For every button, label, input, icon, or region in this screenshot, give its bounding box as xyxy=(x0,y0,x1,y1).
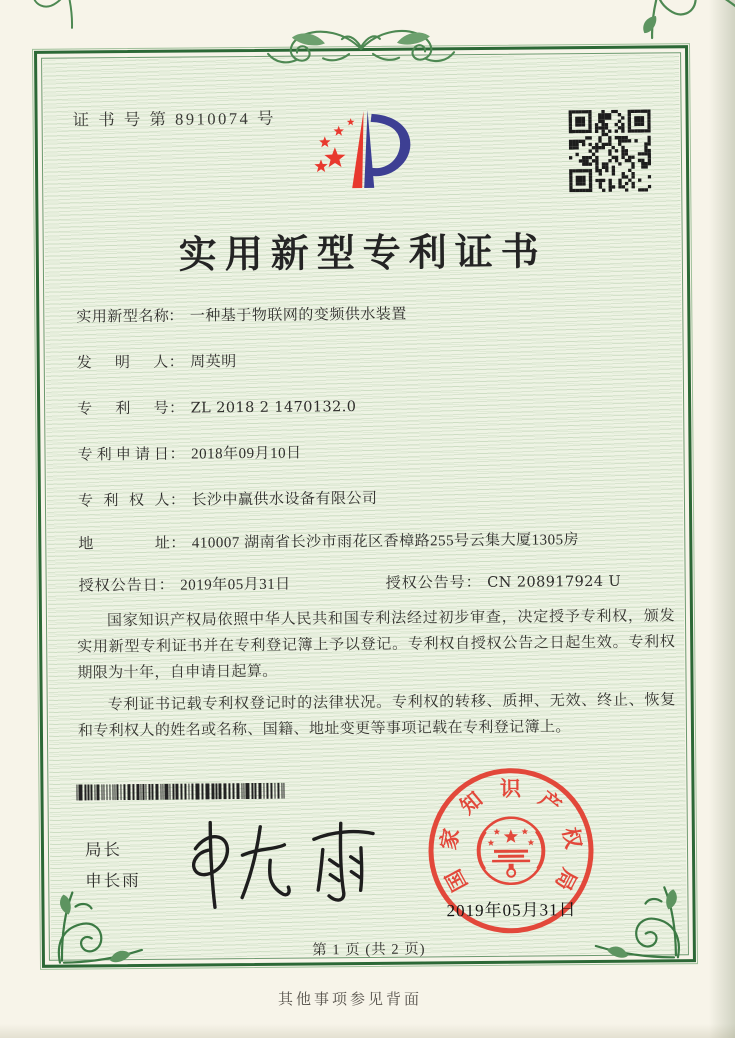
cnipa-patent-logo-icon xyxy=(304,97,429,200)
legal-paragraph-2: 专利证书记载专利权登记时的法律状况。专利权的转移、质押、无效、终止、恢复和专利权人的姓名或名称、国籍、地址变更等事项记载在专利登记簿上。 xyxy=(77,692,676,740)
field-row-inventor xyxy=(77,350,237,372)
field-row-grant xyxy=(78,573,622,596)
field-colon: ： xyxy=(169,492,186,509)
logo-blue-bowl xyxy=(371,114,411,177)
field-value: 2019年05月31日 xyxy=(180,576,291,594)
svg-text:知: 知 xyxy=(455,787,488,820)
field-label: 实用新型名称 xyxy=(76,308,170,326)
field-colon: ： xyxy=(465,574,482,592)
svg-text:局: 局 xyxy=(550,864,582,895)
logo-red-wedge xyxy=(352,111,365,188)
certificate-title: 实用新型专利证书 xyxy=(178,231,547,277)
field-value: ZL 2018 2 1470132.0 xyxy=(190,399,357,417)
field-row-patentee xyxy=(78,487,378,511)
field-value: CN 208917924 U xyxy=(487,573,622,591)
legal-paragraphs xyxy=(77,603,676,750)
field-colon: ： xyxy=(169,446,186,463)
field-label: 专利号 xyxy=(77,400,170,418)
signer-title: 局长 xyxy=(84,840,123,860)
certificate-number: 证 书 号 第 8910074 号 xyxy=(72,108,277,130)
field-label: 授权公告日 xyxy=(78,577,159,595)
field-colon: ： xyxy=(158,577,175,594)
field-label: 发明人 xyxy=(76,354,169,372)
field-value: 一种基于物联网的变频供水装置 xyxy=(189,306,407,325)
field-label: 专利权人 xyxy=(77,492,171,510)
legal-paragraph-1: 国家知识产权局依照中华人民共和国专利法经过初步审查，决定授予专利权，颁发实用新型专利证书并在专利登记簿上予以登记。专利权自授权公告之日起生效。专利权期限为十年，自申请日起算。 xyxy=(77,608,676,682)
field-row-filing-date xyxy=(77,442,301,465)
field-row-address xyxy=(78,528,579,553)
field-colon: ： xyxy=(168,308,184,325)
qr-code xyxy=(569,109,652,192)
field-label: 专利申请日 xyxy=(77,446,170,464)
field-colon: ： xyxy=(168,354,185,371)
logo-stars xyxy=(314,118,355,172)
field-row-patent-no xyxy=(77,395,356,418)
field-colon: ： xyxy=(169,400,185,417)
svg-text:产: 产 xyxy=(534,786,566,819)
handwritten-signature-icon xyxy=(177,808,393,913)
svg-text:权: 权 xyxy=(557,825,586,851)
field-value: 410007 湖南省长沙市雨花区香樟路255号云集大厦1305房 xyxy=(191,532,580,552)
field-value: 2018年09月10日 xyxy=(190,445,302,463)
national-emblem xyxy=(478,817,545,884)
certificate-content xyxy=(32,43,698,970)
seal-date: 2019年05月31日 xyxy=(446,900,577,921)
field-label: 地址 xyxy=(78,535,171,553)
svg-text:家: 家 xyxy=(436,826,464,852)
field-colon: ： xyxy=(170,535,186,552)
certificate-page xyxy=(32,43,698,970)
svg-text:识: 识 xyxy=(499,776,522,801)
field-row-name xyxy=(76,303,407,327)
back-note: 其他事项参见背面 xyxy=(277,992,422,1008)
photo-edge-shadow-bottom xyxy=(0,1024,735,1038)
svg-text:国: 国 xyxy=(441,865,473,896)
field-value: 周英明 xyxy=(190,354,237,371)
barcode xyxy=(76,783,290,801)
signer-name: 申长雨 xyxy=(85,870,141,891)
signer-block xyxy=(85,834,141,896)
photo-edge-shadow-right xyxy=(709,0,735,1038)
field-list xyxy=(76,300,676,595)
field-value: 长沙中赢供水设备有限公司 xyxy=(191,490,378,509)
field-pair-grant-no xyxy=(386,570,622,593)
field-label: 授权公告号 xyxy=(385,575,466,592)
page-number: 第 1 页 (共 2 页) xyxy=(312,941,426,959)
